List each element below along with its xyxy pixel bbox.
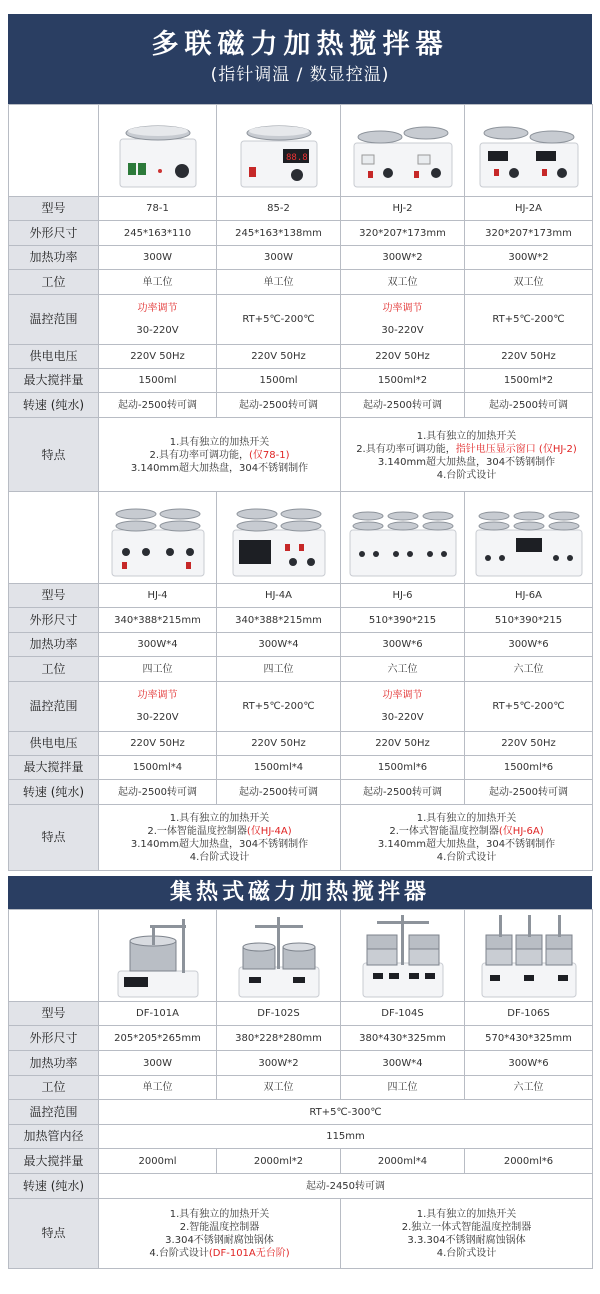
section1-banner	[8, 14, 592, 104]
model-cell: HJ-2	[341, 197, 465, 221]
voltage-cell: 220V 50Hz	[341, 345, 465, 369]
features-left	[99, 805, 341, 871]
capacity-cell: 2000ml*4	[341, 1149, 465, 1174]
feature-line: 3.140mm超大加热盘，304不锈钢制作	[130, 838, 309, 850]
voltage-cell: 220V 50Hz	[99, 345, 217, 369]
stations-cell: 四工位	[341, 1076, 465, 1100]
feature-line: 4.台阶式设计	[436, 851, 497, 863]
feature-line: 4.台阶式设计	[436, 469, 497, 481]
spec-table-2	[8, 491, 593, 871]
feature-line: 2.具有功率可调功能，指针电压显示窗口 (仅HJ-2)	[356, 443, 577, 455]
svg-text:88.8: 88.8	[285, 152, 308, 163]
row-voltage	[9, 345, 593, 369]
temp-cell	[217, 295, 341, 345]
section1-title: 多联磁力加热搅拌器	[151, 29, 449, 60]
feature-line: 1.具有独立的加热开关	[416, 1208, 517, 1220]
model-cell: HJ-4A	[217, 584, 341, 608]
label-speed: 转速 (纯水)	[9, 1174, 99, 1199]
size-cell: 510*390*215	[341, 608, 465, 633]
speed-cell: 起动-2500转可调	[465, 780, 593, 805]
temp-mode: RT+5℃-200℃	[492, 700, 565, 712]
product-image-hj-2	[341, 105, 465, 197]
size-cell: 205*205*265mm	[99, 1026, 217, 1051]
features-left	[99, 1199, 341, 1269]
temp-cell	[341, 682, 465, 732]
power-cell: 300W*6	[341, 633, 465, 657]
stations-cell: 单工位	[99, 1076, 217, 1100]
power-cell: 300W*2	[465, 246, 593, 270]
speed-cell: 起动-2500转可调	[217, 393, 341, 418]
features-right	[341, 1199, 593, 1269]
label-size: 外形尺寸	[9, 1026, 99, 1051]
spec-table-3	[8, 909, 593, 1269]
feature-line: 4.台阶式设计(DF-101A无台阶)	[149, 1247, 290, 1259]
label-capacity: 最大搅拌量	[9, 756, 99, 780]
row-temp	[9, 295, 593, 345]
power-cell: 300W	[99, 246, 217, 270]
stations-cell: 单工位	[217, 270, 341, 295]
label-features: 特点	[9, 418, 99, 494]
temp-mode: 功率调节	[137, 689, 178, 701]
row-model	[9, 197, 593, 221]
temp-range: 30-220V	[136, 324, 179, 336]
capacity-cell: 2000ml*2	[217, 1149, 341, 1174]
power-cell: 300W*4	[341, 1051, 465, 1076]
product-image-hj-4a	[217, 492, 341, 584]
model-cell: HJ-2A	[465, 197, 593, 221]
label-capacity: 最大搅拌量	[9, 1149, 99, 1174]
product-image-df-102s	[217, 910, 341, 1002]
feature-line: 4.台阶式设计	[189, 851, 250, 863]
product-image-hj-6a	[465, 492, 593, 584]
speed-cell: 起动-2500转可调	[465, 393, 593, 418]
model-cell: DF-102S	[217, 1002, 341, 1026]
label-voltage: 供电电压	[9, 345, 99, 369]
features-right	[341, 805, 593, 871]
product-image-df-106s	[465, 910, 593, 1002]
temp-mode: 功率调节	[382, 302, 423, 314]
temp-mode: 功率调节	[382, 689, 423, 701]
section3-title: 集热式磁力加热搅拌器	[169, 880, 430, 905]
capacity-cell: 1500ml	[99, 369, 217, 393]
features-right	[341, 418, 593, 494]
temp-range: 30-220V	[381, 711, 424, 723]
feature-line: 1.具有独立的加热开关	[169, 812, 270, 824]
label-stations: 工位	[9, 1076, 99, 1100]
feature-line: 3.304不锈钢耐腐蚀锅体	[165, 1234, 274, 1246]
voltage-cell: 220V 50Hz	[465, 732, 593, 756]
image-label-cell	[9, 105, 99, 197]
label-speed: 转速 (纯水)	[9, 780, 99, 805]
stations-cell: 四工位	[99, 657, 217, 682]
capacity-cell: 2000ml*6	[465, 1149, 593, 1174]
label-model: 型号	[9, 584, 99, 608]
label-power: 加热功率	[9, 246, 99, 270]
feature-line: 2.独立一体式智能温度控制器	[401, 1221, 532, 1233]
label-features: 特点	[9, 1199, 99, 1269]
speed-cell: 起动-2500转可调	[99, 780, 217, 805]
feature-line: 1.具有独立的加热开关	[169, 1208, 270, 1220]
size-cell: 340*388*215mm	[99, 608, 217, 633]
image-label-cell	[9, 910, 99, 1002]
speed-cell: 起动-2450转可调	[99, 1174, 593, 1199]
stations-cell: 六工位	[341, 657, 465, 682]
model-cell: 85-2	[217, 197, 341, 221]
feature-line: 2.具有功率可调功能，(仅78-1)	[149, 450, 290, 461]
power-cell: 300W*2	[217, 1051, 341, 1076]
capacity-cell: 1500ml*4	[217, 756, 341, 780]
label-capacity: 最大搅拌量	[9, 369, 99, 393]
model-cell: DF-106S	[465, 1002, 593, 1026]
feature-line: 3.140mm超大加热盘，304不锈钢制作	[130, 463, 309, 474]
label-voltage: 供电电压	[9, 732, 99, 756]
label-tube: 加热管内径	[9, 1125, 99, 1149]
model-cell: HJ-6A	[465, 584, 593, 608]
section1-subtitle: (指针调温 / 数显控温)	[210, 65, 390, 85]
temp-range: 30-220V	[136, 711, 179, 723]
product-image-78-1	[99, 105, 217, 197]
label-temp: 温控范围	[9, 682, 99, 732]
size-cell: 340*388*215mm	[217, 608, 341, 633]
power-cell: 300W	[99, 1051, 217, 1076]
model-cell: 78-1	[99, 197, 217, 221]
stations-cell: 单工位	[99, 270, 217, 295]
speed-cell: 起动-2500转可调	[341, 393, 465, 418]
temp-cell	[465, 682, 593, 732]
model-cell: DF-104S	[341, 1002, 465, 1026]
capacity-cell: 1500ml*6	[341, 756, 465, 780]
capacity-cell: 2000ml	[99, 1149, 217, 1174]
label-power: 加热功率	[9, 633, 99, 657]
speed-cell: 起动-2500转可调	[99, 393, 217, 418]
temp-mode: 功率调节	[137, 302, 178, 314]
power-cell: 300W*6	[465, 633, 593, 657]
feature-line: 3.140mm超大加热盘，304不锈钢制作	[377, 456, 556, 468]
feature-line: 1.具有独立的加热开关	[169, 437, 270, 448]
size-cell: 380*228*280mm	[217, 1026, 341, 1051]
temp-cell	[217, 682, 341, 732]
power-cell: 300W	[217, 246, 341, 270]
features-left	[99, 418, 341, 494]
feature-line: 2.智能温度控制器	[179, 1221, 260, 1233]
stations-cell: 六工位	[465, 657, 593, 682]
voltage-cell: 220V 50Hz	[99, 732, 217, 756]
temp-cell	[99, 682, 217, 732]
product-image-hj-6	[341, 492, 465, 584]
product-image-df-104s	[341, 910, 465, 1002]
label-stations: 工位	[9, 270, 99, 295]
row-speed	[9, 393, 593, 418]
label-power: 加热功率	[9, 1051, 99, 1076]
spec-table-1	[8, 104, 593, 494]
size-cell: 510*390*215	[465, 608, 593, 633]
size-cell: 320*207*173mm	[341, 221, 465, 246]
label-speed: 转速 (纯水)	[9, 393, 99, 418]
stations-cell: 双工位	[341, 270, 465, 295]
stations-cell: 双工位	[217, 1076, 341, 1100]
product-image-hj-2a	[465, 105, 593, 197]
size-cell: 245*163*138mm	[217, 221, 341, 246]
stations-cell: 双工位	[465, 270, 593, 295]
product-image-df-101a	[99, 910, 217, 1002]
stations-cell: 六工位	[465, 1076, 593, 1100]
speed-cell: 起动-2500转可调	[341, 780, 465, 805]
feature-line: 1.具有独立的加热开关	[416, 430, 517, 442]
row-size	[9, 221, 593, 246]
size-cell: 380*430*325mm	[341, 1026, 465, 1051]
feature-line: 2.一体智能温度控制器(仅HJ-4A)	[147, 825, 292, 837]
label-model: 型号	[9, 197, 99, 221]
temp-cell: RT+5℃-300℃	[99, 1100, 593, 1125]
capacity-cell: 1500ml*2	[341, 369, 465, 393]
model-cell: DF-101A	[99, 1002, 217, 1026]
voltage-cell: 220V 50Hz	[465, 345, 593, 369]
row-features	[9, 418, 593, 494]
feature-line: 1.具有独立的加热开关	[416, 812, 517, 824]
voltage-cell: 220V 50Hz	[217, 345, 341, 369]
capacity-cell: 1500ml*2	[465, 369, 593, 393]
feature-line: 3.3.304不锈钢耐腐蚀锅体	[407, 1234, 526, 1246]
voltage-cell: 220V 50Hz	[341, 732, 465, 756]
row-capacity	[9, 369, 593, 393]
temp-range: 30-220V	[381, 324, 424, 336]
temp-mode: RT+5℃-200℃	[242, 313, 315, 325]
label-model: 型号	[9, 1002, 99, 1026]
stations-cell: 四工位	[217, 657, 341, 682]
label-size: 外形尺寸	[9, 608, 99, 633]
model-cell: HJ-4	[99, 584, 217, 608]
capacity-cell: 1500ml*6	[465, 756, 593, 780]
voltage-cell: 220V 50Hz	[217, 732, 341, 756]
capacity-cell: 1500ml	[217, 369, 341, 393]
temp-mode: RT+5℃-200℃	[242, 700, 315, 712]
tube-cell: 115mm	[99, 1125, 593, 1149]
section3-banner	[8, 876, 592, 909]
power-cell: 300W*4	[99, 633, 217, 657]
power-cell: 300W*6	[465, 1051, 593, 1076]
label-temp: 温控范围	[9, 295, 99, 345]
size-cell: 320*207*173mm	[465, 221, 593, 246]
label-stations: 工位	[9, 657, 99, 682]
product-image-hj-4	[99, 492, 217, 584]
power-cell: 300W*4	[217, 633, 341, 657]
model-cell: HJ-6	[341, 584, 465, 608]
temp-cell	[99, 295, 217, 345]
size-cell: 570*430*325mm	[465, 1026, 593, 1051]
power-cell: 300W*2	[341, 246, 465, 270]
row-stations	[9, 270, 593, 295]
temp-cell	[341, 295, 465, 345]
row-power	[9, 246, 593, 270]
label-temp: 温控范围	[9, 1100, 99, 1125]
speed-cell: 起动-2500转可调	[217, 780, 341, 805]
temp-cell	[465, 295, 593, 345]
temp-mode: RT+5℃-200℃	[492, 313, 565, 325]
capacity-cell: 1500ml*4	[99, 756, 217, 780]
feature-line: 2.一体式智能温度控制器(仅HJ-6A)	[389, 825, 544, 837]
product-image-85-2	[217, 105, 341, 197]
size-cell: 245*163*110	[99, 221, 217, 246]
label-size: 外形尺寸	[9, 221, 99, 246]
feature-line: 4.台阶式设计	[436, 1247, 497, 1259]
image-label-cell	[9, 492, 99, 584]
label-features: 特点	[9, 805, 99, 871]
feature-line: 3.140mm超大加热盘，304不锈钢制作	[377, 838, 556, 850]
